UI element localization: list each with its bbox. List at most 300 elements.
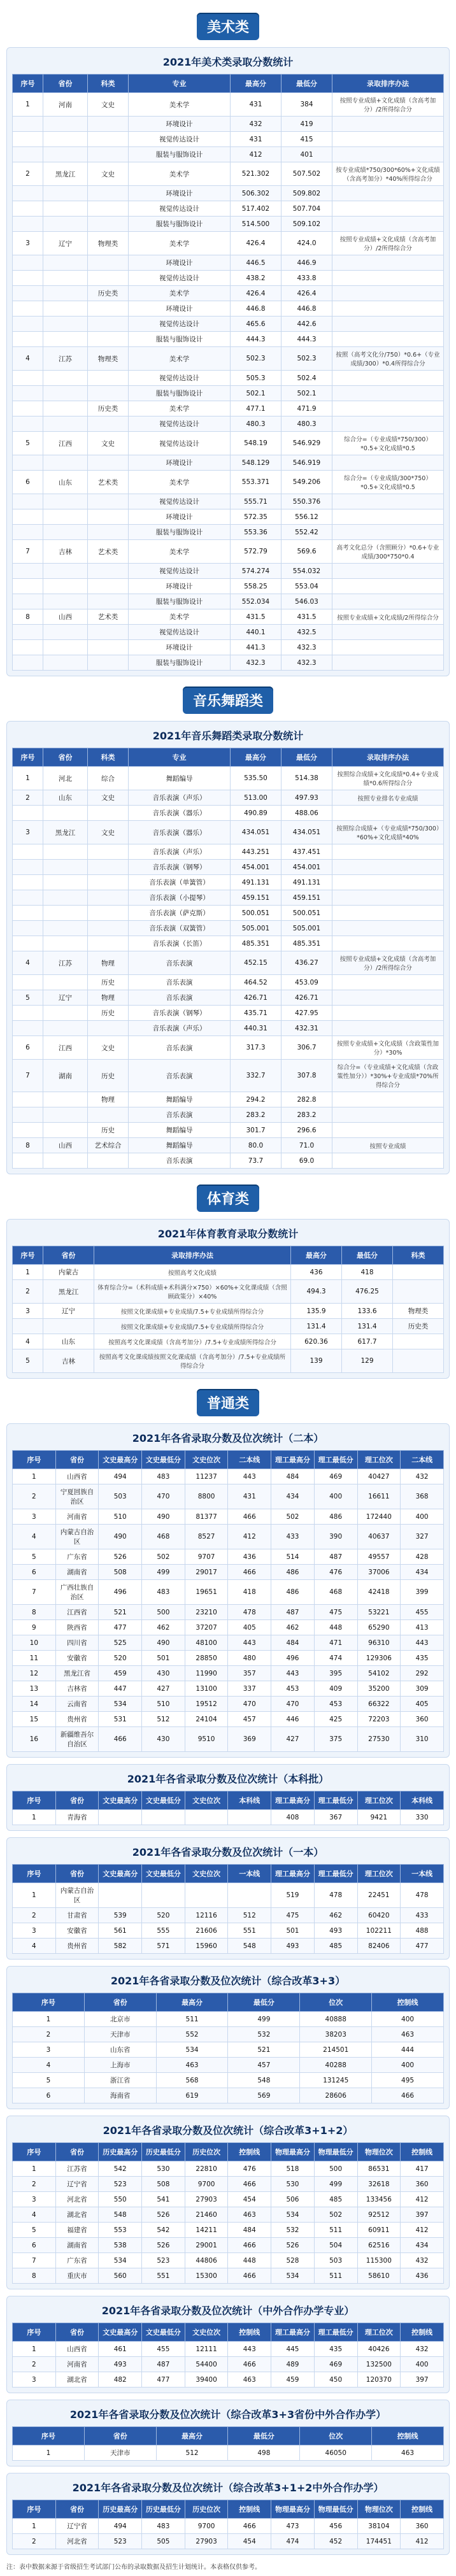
sports-body-cell: 按照高考文化课成绩（含高考加分）/7.5+专业成绩所得综合分 bbox=[94, 1334, 291, 1349]
general-head-7-col-4: 历史位次 bbox=[185, 2500, 228, 2519]
general-body-0-cell: 40637 bbox=[357, 1525, 401, 1549]
general-body-6-cell: 46050 bbox=[300, 2445, 372, 2461]
general-body-0-row bbox=[13, 1469, 444, 1484]
general-body-4-cell: 538 bbox=[99, 2238, 142, 2253]
general-head-0-col-2: 文史最高分 bbox=[99, 1451, 142, 1469]
general-body-5-cell: 445 bbox=[271, 2342, 315, 2357]
general-body-0-cell: 12 bbox=[13, 1666, 56, 1681]
music-body-cell: 舞蹈编导 bbox=[129, 1138, 231, 1153]
general-body-0-cell: 81377 bbox=[185, 1509, 228, 1525]
sports-body-cell: 131.4 bbox=[342, 1319, 393, 1334]
general-body-4-cell: 广东省 bbox=[55, 2253, 99, 2268]
art-body-cell bbox=[88, 147, 129, 162]
general-body-0-cell: 400 bbox=[314, 1484, 357, 1509]
art-body-cell: 辽宁 bbox=[43, 232, 88, 255]
music-body-cell bbox=[332, 875, 444, 890]
music-body-cell: 488.06 bbox=[281, 806, 332, 821]
general-card-4 bbox=[6, 2116, 450, 2289]
general-body-0-cell: 462 bbox=[271, 1620, 315, 1635]
art-body-cell bbox=[332, 525, 444, 540]
music-body-cell bbox=[332, 921, 444, 936]
general-body-3-cell: 38203 bbox=[300, 2027, 372, 2042]
sports-table-title: 2021年体育教育录取分数统计 bbox=[157, 1228, 299, 1240]
art-body-cell bbox=[88, 301, 129, 317]
music-body-cell: 452.15 bbox=[231, 951, 281, 975]
art-body-cell bbox=[43, 317, 88, 332]
general-head-2-col-7: 理工最低分 bbox=[314, 1865, 357, 1883]
general-head-0-col-7: 理工最低分 bbox=[314, 1451, 357, 1469]
art-head-col-6: 录取排序办法 bbox=[332, 75, 444, 93]
art-body-cell: 509.102 bbox=[281, 217, 332, 232]
art-head-col-3: 专业 bbox=[129, 75, 231, 93]
art-body-cell bbox=[88, 201, 129, 217]
general-body-7-cell: 412 bbox=[401, 2534, 444, 2549]
art-body-cell: 432.5 bbox=[281, 625, 332, 640]
music-body-cell: 历史 bbox=[88, 1123, 129, 1138]
general-body-0-cell: 502 bbox=[142, 1549, 185, 1565]
general-body-0-row bbox=[13, 1712, 444, 1727]
art-body-cell: 文史 bbox=[88, 93, 129, 117]
general-body-5-cell: 489 bbox=[271, 2357, 315, 2372]
general-head-1-col-5: 本科线 bbox=[228, 1791, 271, 1810]
general-body-3-cell: 521 bbox=[228, 2042, 300, 2058]
general-body-5-cell: 461 bbox=[99, 2342, 142, 2357]
music-body-cell: 332.7 bbox=[231, 1060, 281, 1092]
art-body-cell: 441.3 bbox=[231, 640, 281, 655]
art-body-cell bbox=[43, 579, 88, 594]
general-body-4-cell: 7 bbox=[13, 2253, 56, 2268]
music-body-cell: 432.31 bbox=[281, 1021, 332, 1036]
general-body-4-cell: 463 bbox=[228, 2207, 271, 2223]
general-table-6 bbox=[12, 2426, 444, 2461]
general-body-0-cell: 129306 bbox=[357, 1651, 401, 1666]
general-body-0-cell: 390 bbox=[314, 1525, 357, 1549]
art-body-cell: 服装与服饰设计 bbox=[129, 217, 231, 232]
art-body-cell bbox=[13, 416, 43, 432]
art-body-cell: 综合分=（专业成绩/300*750）*0.5+文化成绩*0.5 bbox=[332, 471, 444, 494]
art-body-row bbox=[13, 132, 444, 147]
general-body-2-cell: 493 bbox=[271, 1939, 315, 1954]
general-body-4-cell: 542 bbox=[142, 2223, 185, 2238]
general-body-7-row bbox=[13, 2519, 444, 2534]
general-body-0-cell: 486 bbox=[271, 1580, 315, 1605]
art-body-cell: 572.35 bbox=[231, 509, 281, 525]
general-body-2-cell: 520 bbox=[142, 1908, 185, 1923]
general-body-3-cell: 532 bbox=[228, 2027, 300, 2042]
general-body-2-cell: 贵州省 bbox=[55, 1939, 99, 1954]
music-body-cell: 307.8 bbox=[281, 1060, 332, 1092]
general-head-5-col-9: 控制线 bbox=[401, 2323, 444, 2342]
art-body-cell: 426.4 bbox=[281, 286, 332, 301]
general-body-6-cell: 498 bbox=[228, 2445, 300, 2461]
music-body-cell bbox=[13, 1006, 43, 1021]
general-body-0-row bbox=[13, 1620, 444, 1635]
art-body-cell: 446.9 bbox=[281, 255, 332, 271]
general-body-4-cell: 434 bbox=[401, 2238, 444, 2253]
general-head-0-col-8: 理工位次 bbox=[357, 1451, 401, 1469]
art-body-cell: 视觉传达设计 bbox=[129, 564, 231, 579]
general-body-5-cell: 54400 bbox=[185, 2357, 228, 2372]
general-body-4-cell: 541 bbox=[142, 2192, 185, 2207]
general-head-5-col-0: 序号 bbox=[13, 2323, 56, 2342]
art-body-cell: 552.034 bbox=[231, 594, 281, 609]
general-body-2-cell: 519 bbox=[271, 1883, 315, 1908]
music-body-cell bbox=[88, 806, 129, 821]
general-title-0: 2021年各省录取分数及位次统计（二本） bbox=[132, 1432, 324, 1444]
music-body-cell: 物理 bbox=[88, 1092, 129, 1107]
general-body-7-cell: 2 bbox=[13, 2534, 56, 2549]
art-body-row bbox=[13, 317, 444, 332]
general-body-0-cell: 474 bbox=[314, 1651, 357, 1666]
general-body-5-cell: 482 bbox=[99, 2372, 142, 2387]
art-body-cell: 514.500 bbox=[231, 217, 281, 232]
general-body-4-cell: 重庆市 bbox=[55, 2268, 99, 2284]
sports-body-cell: 135.9 bbox=[291, 1304, 342, 1319]
music-body-row bbox=[13, 951, 444, 975]
general-body-4-row bbox=[13, 2192, 444, 2207]
music-head-col-3: 专业 bbox=[129, 748, 231, 767]
general-body-3-cell: 499 bbox=[228, 2012, 300, 2027]
general-body-0-cell: 宁夏回族自治区 bbox=[55, 1484, 99, 1509]
art-body-row bbox=[13, 347, 444, 371]
art-body-cell: 502.3 bbox=[281, 347, 332, 371]
general-head-1-col-1: 省份 bbox=[55, 1791, 99, 1810]
music-body-cell bbox=[13, 906, 43, 921]
sports-body-cell: 按照文化课成绩+专业成绩/7.5+专业成绩所得综合分 bbox=[94, 1304, 291, 1319]
general-card-6 bbox=[6, 2400, 450, 2466]
art-body-cell: 服装与服饰设计 bbox=[129, 332, 231, 347]
music-body-cell: 江苏 bbox=[43, 951, 88, 975]
art-body-cell: 视觉传达设计 bbox=[129, 494, 231, 509]
sports-body-cell: 3 bbox=[13, 1304, 43, 1319]
art-body-cell bbox=[43, 201, 88, 217]
general-body-0-cell: 436 bbox=[228, 1549, 271, 1565]
art-body-cell bbox=[332, 579, 444, 594]
music-body-cell: 文史 bbox=[88, 1036, 129, 1060]
general-body-4-cell: 44806 bbox=[185, 2253, 228, 2268]
general-head-5-col-4: 文史位次 bbox=[185, 2323, 228, 2342]
general-body-2-cell: 安徽省 bbox=[55, 1923, 99, 1939]
general-head-0-col-0: 序号 bbox=[13, 1451, 56, 1469]
music-body-cell: 5 bbox=[13, 990, 43, 1006]
general-body-4-row bbox=[13, 2268, 444, 2284]
art-body-cell bbox=[13, 509, 43, 525]
art-body-cell: 历史类 bbox=[88, 401, 129, 416]
banner-general bbox=[6, 1385, 450, 1420]
general-body-0-cell: 494 bbox=[99, 1469, 142, 1484]
art-body-cell: 480.3 bbox=[231, 416, 281, 432]
general-body-0-row bbox=[13, 1565, 444, 1580]
music-body-cell bbox=[13, 936, 43, 951]
general-body-2-cell: 2 bbox=[13, 1908, 56, 1923]
art-body-cell: 432.3 bbox=[281, 655, 332, 671]
general-body-3-cell: 131245 bbox=[300, 2073, 372, 2088]
music-body-cell: 491.131 bbox=[281, 875, 332, 890]
general-body-4-row bbox=[13, 2223, 444, 2238]
general-head-2-col-0: 序号 bbox=[13, 1865, 56, 1883]
music-body-cell: 514.38 bbox=[281, 767, 332, 790]
general-title-2: 2021年各省录取分数及位次统计（一本） bbox=[132, 1846, 324, 1858]
art-body-cell: 502.1 bbox=[231, 386, 281, 401]
general-body-1-row bbox=[13, 1810, 444, 1825]
music-body-cell: 485.351 bbox=[231, 936, 281, 951]
music-body-cell: 舞蹈编导 bbox=[129, 767, 231, 790]
general-body-2-cell: 15960 bbox=[185, 1939, 228, 1954]
sports-body-cell: 按照高考文化成绩 bbox=[94, 1265, 291, 1280]
general-body-0-cell: 19651 bbox=[185, 1580, 228, 1605]
sports-body-row bbox=[13, 1280, 444, 1304]
art-body-cell bbox=[88, 317, 129, 332]
art-body-cell: 507.502 bbox=[281, 162, 332, 186]
music-body-cell: 按照综合成绩+（专业成绩*750/300）*60%+文化成绩*40% bbox=[332, 821, 444, 844]
general-body-3-cell: 534 bbox=[156, 2042, 228, 2058]
art-body-cell: 502.3 bbox=[231, 347, 281, 371]
general-head-7-col-7: 物理最低分 bbox=[314, 2500, 357, 2519]
general-body-3-cell: 511 bbox=[156, 2012, 228, 2027]
art-body-cell: 视觉传达设计 bbox=[129, 271, 231, 286]
general-body-2-row bbox=[13, 1923, 444, 1939]
general-body-0-cell: 7 bbox=[13, 1580, 56, 1605]
general-head-5-col-5: 控制线 bbox=[228, 2323, 271, 2342]
music-body-row bbox=[13, 1092, 444, 1107]
general-body-4-cell: 河北省 bbox=[55, 2192, 99, 2207]
music-body-cell bbox=[332, 860, 444, 875]
general-body-2-cell: 3 bbox=[13, 1923, 56, 1939]
general-card-2 bbox=[6, 1837, 450, 1960]
art-body-row bbox=[13, 625, 444, 640]
art-body-cell: 物理类 bbox=[88, 232, 129, 255]
art-body-cell bbox=[332, 217, 444, 232]
general-card-0 bbox=[6, 1423, 450, 1758]
general-body-0-row bbox=[13, 1580, 444, 1605]
general-body-0-cell: 520 bbox=[99, 1651, 142, 1666]
general-body-7-cell: 523 bbox=[99, 2534, 142, 2549]
general-head-3-col-1: 省份 bbox=[84, 1993, 156, 2012]
music-body-cell bbox=[43, 860, 88, 875]
music-body-cell: 301.7 bbox=[231, 1123, 281, 1138]
music-body-cell: 435.71 bbox=[231, 1006, 281, 1021]
music-body-cell: 音乐表演（萨克斯） bbox=[129, 906, 231, 921]
general-body-4-cell: 511 bbox=[314, 2223, 357, 2238]
general-body-0-cell: 443 bbox=[228, 1469, 271, 1484]
general-body-3-cell: 北京市 bbox=[84, 2012, 156, 2027]
general-body-0-row bbox=[13, 1651, 444, 1666]
music-body-cell: 500.051 bbox=[281, 906, 332, 921]
music-body-cell bbox=[43, 921, 88, 936]
general-body-0-cell: 453 bbox=[314, 1697, 357, 1712]
art-body-cell: 569.6 bbox=[281, 540, 332, 564]
art-body-cell bbox=[13, 286, 43, 301]
general-body-0-cell: 新疆维吾尔自治区 bbox=[55, 1727, 99, 1752]
music-body-cell bbox=[88, 1153, 129, 1169]
music-body-cell: 历史 bbox=[88, 1006, 129, 1021]
music-body-cell bbox=[88, 921, 129, 936]
art-body-cell bbox=[332, 201, 444, 217]
general-body-5-cell: 435 bbox=[314, 2342, 357, 2357]
general-card-1 bbox=[6, 1764, 450, 1831]
art-body-cell bbox=[43, 217, 88, 232]
art-body-cell bbox=[13, 371, 43, 386]
general-body-0-cell: 400 bbox=[401, 1509, 444, 1525]
general-body-0-cell: 483 bbox=[142, 1469, 185, 1484]
art-body-cell: 552.42 bbox=[281, 525, 332, 540]
art-body-row bbox=[13, 455, 444, 471]
sports-head-col-5: 科类 bbox=[393, 1246, 444, 1265]
art-body-cell bbox=[13, 332, 43, 347]
art-body-cell: 424.0 bbox=[281, 232, 332, 255]
general-head-5-col-2: 文史最高分 bbox=[99, 2323, 142, 2342]
art-body-cell bbox=[88, 217, 129, 232]
general-body-4-cell: 551 bbox=[142, 2268, 185, 2284]
general-body-2-row bbox=[13, 1939, 444, 1954]
general-body-0-cell: 425 bbox=[314, 1712, 357, 1727]
art-body-cell bbox=[43, 416, 88, 432]
general-body-0-cell: 54102 bbox=[357, 1666, 401, 1681]
art-body-cell bbox=[43, 655, 88, 671]
banner-music-title: 音乐舞蹈类 bbox=[183, 687, 273, 714]
music-body-cell: 440.31 bbox=[231, 1021, 281, 1036]
general-body-3-row bbox=[13, 2012, 444, 2027]
general-body-5-cell: 12111 bbox=[185, 2342, 228, 2357]
music-body-cell bbox=[88, 936, 129, 951]
general-body-0-cell: 447 bbox=[99, 1681, 142, 1697]
general-body-4-cell: 29001 bbox=[185, 2238, 228, 2253]
general-body-0-row bbox=[13, 1484, 444, 1509]
general-card-7 bbox=[6, 2473, 450, 2555]
music-body-cell: 80.0 bbox=[231, 1138, 281, 1153]
general-body-4-row bbox=[13, 2253, 444, 2268]
general-body-0-cell: 466 bbox=[228, 1565, 271, 1580]
general-body-7-cell: 452 bbox=[314, 2534, 357, 2549]
music-body-cell: 73.7 bbox=[231, 1153, 281, 1169]
art-body-cell bbox=[13, 579, 43, 594]
general-body-0-cell: 502 bbox=[271, 1509, 315, 1525]
general-body-4-cell: 502 bbox=[314, 2207, 357, 2223]
art-body-cell bbox=[88, 271, 129, 286]
art-body-cell bbox=[332, 564, 444, 579]
music-body-cell: 437.451 bbox=[281, 844, 332, 860]
general-body-4-cell: 432 bbox=[401, 2253, 444, 2268]
music-body-cell: 物理 bbox=[88, 951, 129, 975]
music-body-cell: 464.52 bbox=[231, 975, 281, 990]
music-body-row bbox=[13, 1138, 444, 1153]
general-title-4: 2021年各省录取分数及位次统计（综合改革3+1+2） bbox=[103, 2124, 353, 2137]
art-body-cell: 美术学 bbox=[129, 347, 231, 371]
general-body-1-cell bbox=[228, 1810, 271, 1825]
art-body-cell bbox=[88, 332, 129, 347]
general-body-2-cell: 4 bbox=[13, 1939, 56, 1954]
general-body-7-cell: 174451 bbox=[357, 2534, 401, 2549]
art-body-cell: 环境设计 bbox=[129, 640, 231, 655]
general-body-4-cell: 466 bbox=[228, 2177, 271, 2192]
general-body-0-cell: 512 bbox=[142, 1712, 185, 1727]
art-body-cell: 432 bbox=[231, 117, 281, 132]
general-head-4-col-6: 物理最高分 bbox=[271, 2143, 315, 2161]
general-body-4-cell: 504 bbox=[314, 2238, 357, 2253]
general-body-5-cell: 493 bbox=[99, 2357, 142, 2372]
general-body-0-cell: 湖南省 bbox=[55, 1565, 99, 1580]
general-head-0-col-1: 省份 bbox=[55, 1451, 99, 1469]
general-body-0-cell: 462 bbox=[142, 1620, 185, 1635]
music-body-cell: 317.3 bbox=[231, 1036, 281, 1060]
art-body-cell: 按专业成绩*750/300*60%+文化成绩（含高考加分）*40%所得综合分 bbox=[332, 162, 444, 186]
general-head-6-col-5: 控制线 bbox=[372, 2427, 444, 2445]
art-body-row bbox=[13, 217, 444, 232]
general-body-4-cell: 499 bbox=[314, 2177, 357, 2192]
general-head-5-col-6: 理工最高分 bbox=[271, 2323, 315, 2342]
general-head-1-col-4: 文史位次 bbox=[185, 1791, 228, 1810]
general-body-5-cell: 120370 bbox=[357, 2372, 401, 2387]
music-body-cell: 434.051 bbox=[231, 821, 281, 844]
general-body-2-cell: 478 bbox=[401, 1883, 444, 1908]
music-body-cell bbox=[43, 890, 88, 906]
art-body-row bbox=[13, 594, 444, 609]
general-body-2-cell: 561 bbox=[99, 1923, 142, 1939]
general-body-0-row bbox=[13, 1509, 444, 1525]
general-body-4-cell: 530 bbox=[142, 2161, 185, 2177]
music-body-cell: 294.2 bbox=[231, 1092, 281, 1107]
sports-body-cell bbox=[393, 1280, 444, 1304]
art-head-col-4: 最高分 bbox=[231, 75, 281, 93]
music-body-row bbox=[13, 906, 444, 921]
art-body-cell: 480.3 bbox=[281, 416, 332, 432]
music-body-cell: 296.6 bbox=[281, 1123, 332, 1138]
general-body-0-cell: 360 bbox=[401, 1712, 444, 1727]
music-body-row bbox=[13, 990, 444, 1006]
general-body-0-cell: 9707 bbox=[185, 1549, 228, 1565]
general-body-0-row bbox=[13, 1666, 444, 1681]
art-body-cell: 综合分=（专业成绩*750/300）*0.5+文化成绩*0.5 bbox=[332, 432, 444, 455]
general-body-0-cell: 431 bbox=[228, 1484, 271, 1509]
general-body-0-cell: 490 bbox=[99, 1525, 142, 1549]
general-head-6-col-1: 省份 bbox=[84, 2427, 156, 2445]
general-body-0-cell: 409 bbox=[314, 1681, 357, 1697]
general-head-3-col-2: 最高分 bbox=[156, 1993, 228, 2012]
general-body-4-row bbox=[13, 2238, 444, 2253]
general-body-0-cell: 443 bbox=[271, 1666, 315, 1681]
general-body-0-cell: 432 bbox=[401, 1469, 444, 1484]
general-body-2-cell: 12116 bbox=[185, 1908, 228, 1923]
general-table-4 bbox=[12, 2142, 444, 2284]
art-body-cell bbox=[43, 286, 88, 301]
general-title-7: 2021年各省录取分数及位次统计（综合改革3+1+2中外合作办学） bbox=[72, 2482, 384, 2494]
general-body-2-cell: 512 bbox=[228, 1908, 271, 1923]
music-body-row bbox=[13, 860, 444, 875]
music-body-cell: 音乐表演 bbox=[129, 1060, 231, 1092]
music-body-cell: 音乐表演 bbox=[129, 951, 231, 975]
art-body-cell: 5 bbox=[13, 432, 43, 455]
general-head-1-col-3: 文史最低分 bbox=[142, 1791, 185, 1810]
general-head-0-col-5: 二本线 bbox=[228, 1451, 271, 1469]
art-body-cell bbox=[43, 117, 88, 132]
general-head-2-col-6: 理工最高分 bbox=[271, 1865, 315, 1883]
general-body-2-cell bbox=[228, 1883, 271, 1908]
general-body-4-cell: 466 bbox=[228, 2268, 271, 2284]
general-body-7-cell: 494 bbox=[99, 2519, 142, 2534]
general-body-4-cell: 523 bbox=[142, 2253, 185, 2268]
music-body-cell: 音乐表演 bbox=[129, 975, 231, 990]
general-body-0-cell: 16 bbox=[13, 1727, 56, 1752]
music-body-row bbox=[13, 875, 444, 890]
general-body-0-cell: 5 bbox=[13, 1549, 56, 1565]
music-body-cell: 艺术综合 bbox=[88, 1138, 129, 1153]
art-body-cell bbox=[13, 271, 43, 286]
art-body-cell bbox=[88, 132, 129, 147]
general-body-0-cell: 11990 bbox=[185, 1666, 228, 1681]
general-body-4-cell: 27903 bbox=[185, 2192, 228, 2207]
music-body-row bbox=[13, 921, 444, 936]
art-table bbox=[12, 74, 444, 671]
